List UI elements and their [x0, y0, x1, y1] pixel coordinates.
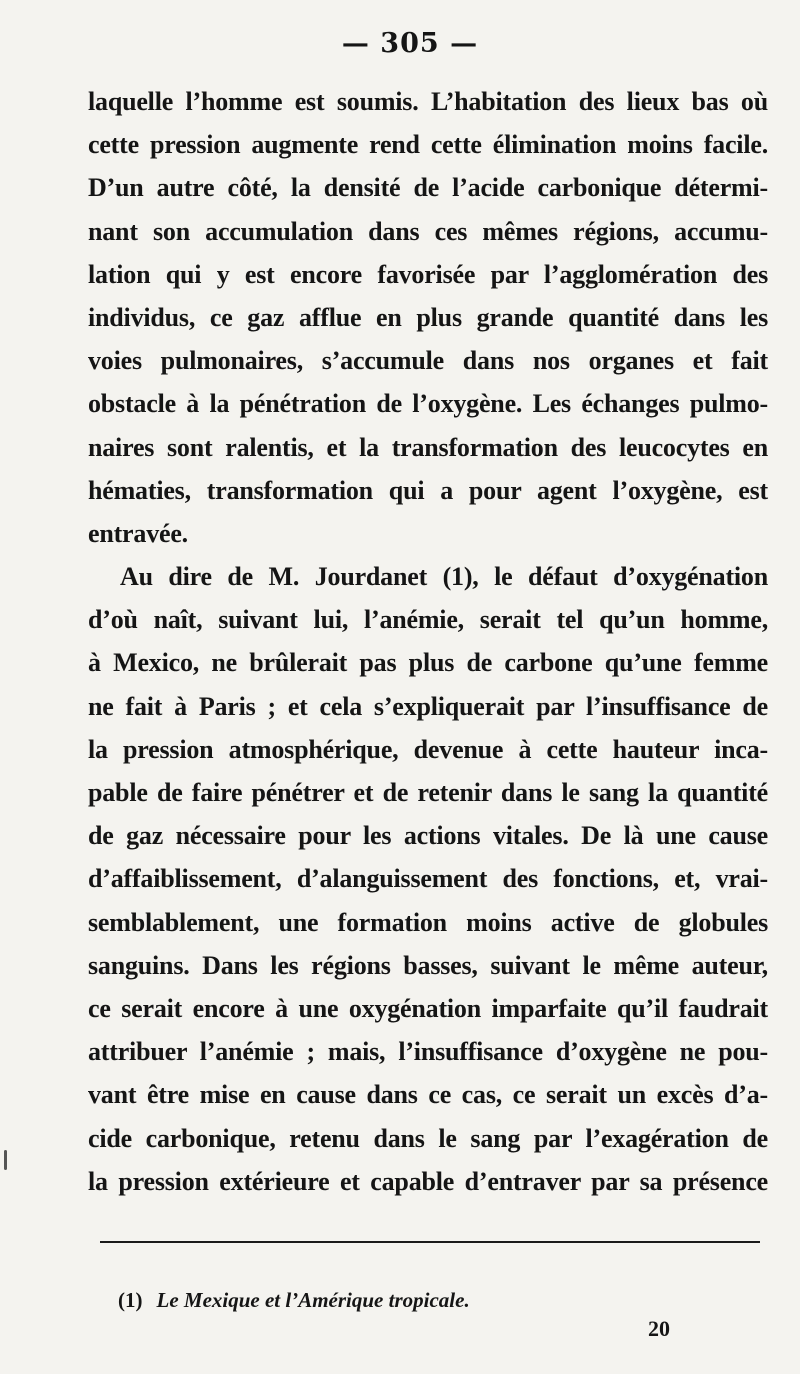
text-line: nant son accumulation dans ces mêmes régions, accumu- — [88, 216, 768, 246]
text-line: ce serait encore à une oxygénation imparfaite qu’il faudrait — [88, 993, 768, 1023]
margin-speck — [4, 1150, 7, 1170]
page-number: — 305 — — [341, 28, 479, 59]
text-line: d’affaiblissement, d’alanguissement des fonctions, et, vrai- — [88, 864, 768, 894]
text-line: la pression atmosphérique, devenue à cette hauteur inca- — [88, 734, 768, 764]
text-line: de gaz nécessaire pour les actions vitales. De là une cause — [88, 821, 768, 851]
signature-mark: 20 — [648, 1316, 670, 1341]
text-line: individus, ce gaz afflue en plus grande quantité dans les — [88, 302, 768, 332]
text-line: entravée. — [88, 518, 188, 548]
text-line: cide carbonique, retenu dans le sang par l’exagération de — [88, 1123, 768, 1153]
footnote-divider — [100, 1241, 760, 1243]
text-line: la pression extérieure et capable d’entraver par sa présence — [88, 1166, 768, 1196]
text-line: voies pulmonaires, s’accumule dans nos organes et fait — [88, 346, 768, 376]
text-line: à Mexico, ne brûlerait pas plus de carbone qu’une femme — [88, 648, 768, 678]
text-line: D’un autre côté, la densité de l’acide carbonique détermi- — [88, 173, 768, 203]
text-line: ne fait à Paris ; et cela s’expliquerait par l’insuffisance de — [88, 691, 768, 721]
text-line: Au dire de M. Jourdanet (1), le défaut d’oxygénation — [120, 562, 768, 592]
text-line: attribuer l’anémie ; mais, l’insuffisance d’oxygène ne pou- — [88, 1037, 768, 1067]
text-line: lation qui y est encore favorisée par l’agglomération des — [88, 259, 768, 289]
text-line: obstacle à la pénétration de l’oxygène. Les échanges pulmo- — [88, 389, 768, 419]
text-line: vant être mise en cause dans ce cas, ce serait un excès d’a- — [88, 1080, 768, 1110]
text-line: cette pression augmente rend cette élimination moins facile. — [88, 130, 768, 160]
text-line: laquelle l’homme est soumis. L’habitation des lieux bas où — [88, 87, 768, 116]
footnote — [118, 1288, 470, 1313]
text-line: semblablement, une formation moins active de globules — [88, 907, 768, 937]
text-line: d’où naît, suivant lui, l’anémie, serait tel qu’un homme, — [88, 605, 768, 635]
text-line: naires sont ralentis, et la transformation des leucocytes en — [88, 432, 768, 462]
body-text — [88, 80, 768, 1203]
text-line: sanguins. Dans les régions basses, suivant le même auteur, — [88, 950, 768, 980]
footnote-text: Le Mexique et l’Amérique tropicale. — [156, 1288, 470, 1312]
text-line: pable de faire pénétrer et de retenir dans le sang la quantité — [88, 778, 768, 807]
footnote-marker: (1) — [118, 1288, 143, 1312]
text-line: hématies, transformation qui a pour agent l’oxygène, est — [88, 475, 768, 505]
